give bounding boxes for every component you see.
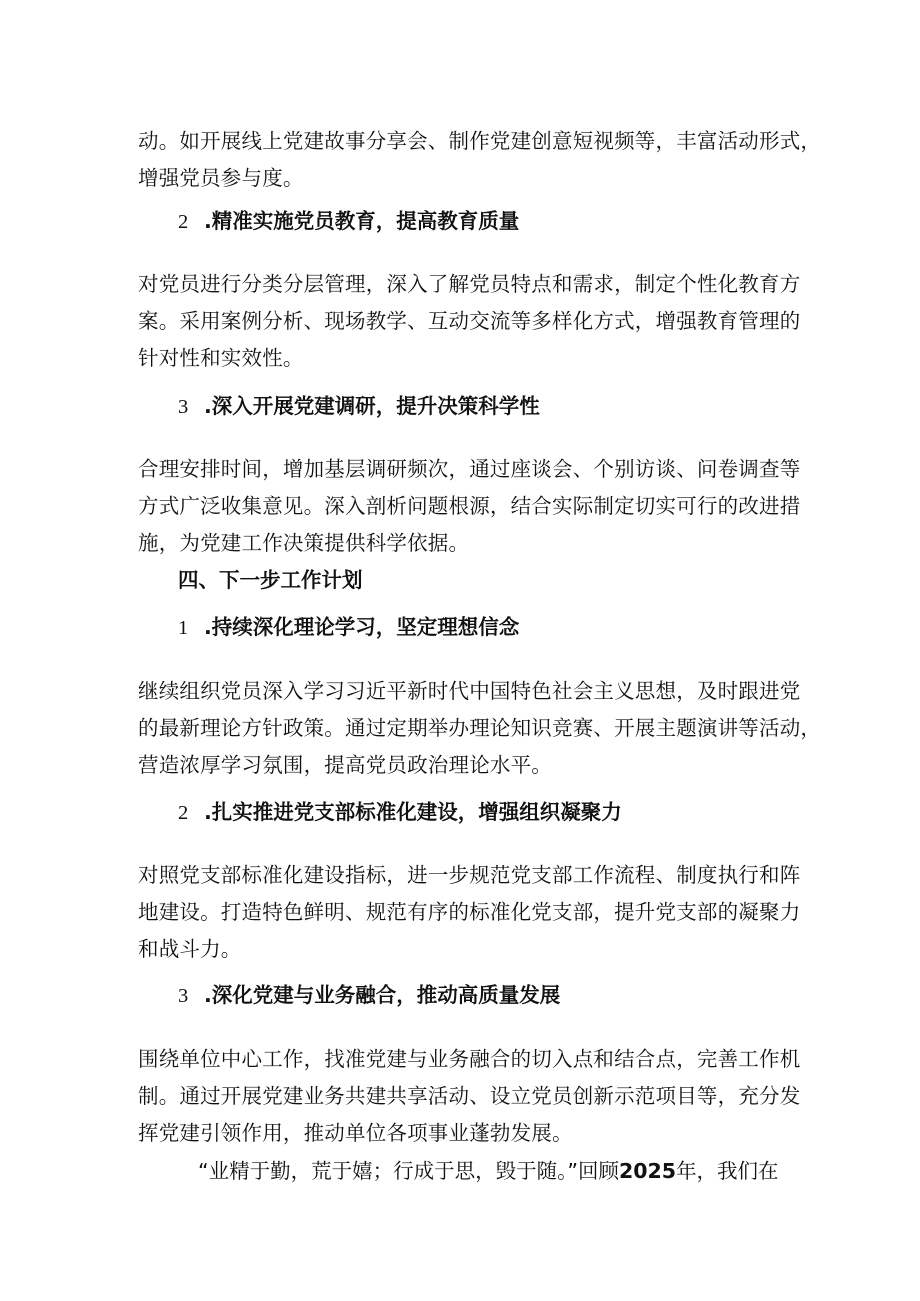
text-line: 增强党员参与度。 <box>138 166 304 190</box>
paragraph-integration <box>138 1041 802 1152</box>
closing-quote: “业精于勤，荒于嬉；行成于思，毁于随。”回顾 <box>198 1159 619 1183</box>
heading-title: .深化党建与业务融合，推动高质量发展 <box>204 983 561 1007</box>
heading-title: .扎实推进党支部标准化建设，增强组织凝聚力 <box>204 800 622 824</box>
text-line: 案。采用案例分析、现场教学、互动交流等多样化方式，增强教育管理的 <box>138 309 801 333</box>
text-line: 动。如开展线上党建故事分享会、制作党建创意短视频等，丰富活动形式， <box>138 129 822 153</box>
subheading-research <box>178 391 540 422</box>
text-line: 针对性和实效性。 <box>138 346 304 370</box>
paragraph-education <box>138 266 802 377</box>
text-line: 方式广泛收集意见。深入剖析问题根源，结合实际制定切实可行的改进措 <box>138 494 801 518</box>
text-line: 挥党建引领作用，推动单位各项事业蓬勃发展。 <box>138 1121 573 1145</box>
heading-title: .精准实施党员教育，提高教育质量 <box>204 209 520 233</box>
closing-year: 2025 <box>619 1159 677 1183</box>
text-line: 和战斗力。 <box>138 937 242 961</box>
text-line: 施，为党建工作决策提供科学依据。 <box>138 531 470 555</box>
heading-title: .持续深化理论学习，坚定理想信念 <box>204 615 520 639</box>
closing-paragraph <box>198 1156 779 1186</box>
text-line: 围绕单位中心工作，找准党建与业务融合的切入点和结合点，完善工作机 <box>138 1047 801 1071</box>
heading-number: 2 <box>178 802 189 824</box>
text-line: 制。通过开展党建业务共建共享活动、设立党员创新示范项目等，充分发 <box>138 1084 801 1108</box>
subheading-integration <box>178 980 560 1011</box>
heading-number: 1 <box>178 617 189 639</box>
text-line: 的最新理论方针政策。通过定期举办理论知识竞赛、开展主题演讲等活动， <box>138 716 822 740</box>
heading-number: 3 <box>178 985 189 1007</box>
text-line: 对党员进行分类分层管理，深入了解党员特点和需求，制定个性化教育方 <box>138 272 801 296</box>
paragraph-activities <box>138 123 822 197</box>
text-line: 合理安排时间，增加基层调研频次，通过座谈会、个别访谈、问卷调查等 <box>138 457 801 481</box>
text-line: 地建设。打造特色鲜明、规范有序的标准化党支部，提升党支部的凝聚力 <box>138 900 801 924</box>
heading-number: 3 <box>178 396 189 418</box>
heading-number: 2 <box>178 211 189 233</box>
subheading-standardization <box>178 797 622 828</box>
subheading-party-education <box>178 206 519 237</box>
subheading-theory-study <box>178 612 519 643</box>
paragraph-theory <box>138 673 822 784</box>
text-line: 继续组织党员深入学习习近平新时代中国特色社会主义思想，及时跟进党 <box>138 679 801 703</box>
text-line: 对照党支部标准化建设指标，进一步规范党支部工作流程、制度执行和阵 <box>138 863 801 887</box>
heading-title: .深入开展党建调研，提升决策科学性 <box>204 394 540 418</box>
section-heading-next-plan: 四、下一步工作计划 <box>178 568 363 592</box>
closing-rest: 年，我们在 <box>676 1159 779 1183</box>
text-line: 营造浓厚学习氛围，提高党员政治理论水平。 <box>138 753 552 777</box>
paragraph-research <box>138 451 802 562</box>
paragraph-standardization <box>138 857 802 968</box>
